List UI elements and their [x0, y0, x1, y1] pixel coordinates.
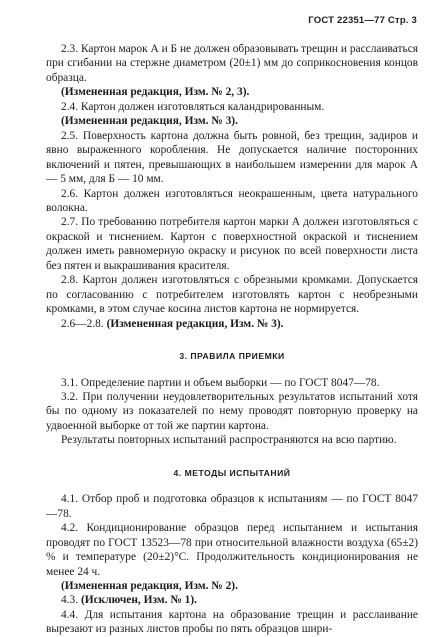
- clause-3-2: 3.2. При получении неудовлетворительных результатов испытаний хотя бы по одному из показателей по нему проводят повторную проверку на удвоенной выборке от той же партии картона.: [46, 390, 418, 432]
- clause-4-2: 4.2. Кондиционирование образцов перед испытанием и испытания проводят по ГОСТ 13523—78 при относительной влажности воздуха (65±2) % и температуре (20±2)°С. Продолжительность кондиционирования не менее 24 ч.: [46, 522, 418, 578]
- section-heading-acceptance: 3. ПРАВИЛА ПРИЕМКИ: [179, 351, 285, 362]
- clause-2-7: 2.7. По требованию потребителя картон марки А должен изготовляться с окраской и тиснением. Картон с поверхностной окраской и тиснением должен иметь равномерную окраску и рисунок по всей поверхности листа без пятен и выкрашивания красителя.: [46, 216, 418, 272]
- document-body: [46, 42, 418, 637]
- clause-2-6-2-8-note: [46, 317, 418, 331]
- amendment-note: (Измененная редакция, Изм. № 2, 3).: [61, 86, 250, 99]
- amendment-note: (Измененная редакция, Изм. № 3).: [61, 115, 238, 128]
- page-header: ГОСТ 22351—77 Стр. 3: [308, 15, 417, 26]
- clause-2-5: 2.5. Поверхность картона должна быть ровной, без трещин, задиров и явно выраженного коробления. Не допускается наличие посторонних включений и пятен, превышающих в наибольшем измерении для марок А — 5 мм, для Б — 10 мм.: [46, 129, 418, 186]
- clause-2-6: 2.6. Картон должен изготовляться неокрашенным, цвета натурального волокна.: [46, 187, 418, 214]
- clause-2-3: 2.3. Картон марок А и Б не должен образовывать трещин и расслаиваться при сгибании на стержне диаметром (20±1) мм до соприкосновения концов образца.: [46, 43, 418, 84]
- clause-2-8: 2.8. Картон должен изготовляться с обрезными кромками. Допускается по согласованию с потребителем изготовлять картон с необрезными кромками, в этом случае косина листов картона не нормируется.: [46, 274, 418, 316]
- section-heading-test-methods: 4. МЕТОДЫ ИСПЫТАНИЙ: [173, 467, 291, 478]
- clause-4-3: [46, 593, 418, 607]
- clause-2-4: 2.4. Картон должен изготовляться каландрированным.: [61, 100, 325, 113]
- clause-number: 4.3.: [61, 594, 79, 607]
- clause-4-4: 4.4. Для испытания картона на образование трещин и расслаивание вырезают из разных листов пробы по пять образцов шири-: [46, 608, 418, 636]
- clause-3-1: 3.1. Определение партии и объем выборки — по ГОСТ 8047—78.: [61, 376, 380, 389]
- amendment-note: (Измененная редакция, Изм. № 2).: [61, 579, 238, 592]
- clause-number: 2.6—2.8.: [61, 317, 104, 330]
- clause-3-2-results: Результаты повторных испытаний распространяются на всю партию.: [61, 434, 397, 447]
- amendment-note: (Исключен, Изм. № 1).: [80, 594, 197, 607]
- amendment-note: (Измененная редакция, Изм. № 3).: [106, 317, 284, 330]
- clause-4-1: 4.1. Отбор проб и подготовка образцов к испытаниям — по ГОСТ 8047—78.: [46, 493, 418, 520]
